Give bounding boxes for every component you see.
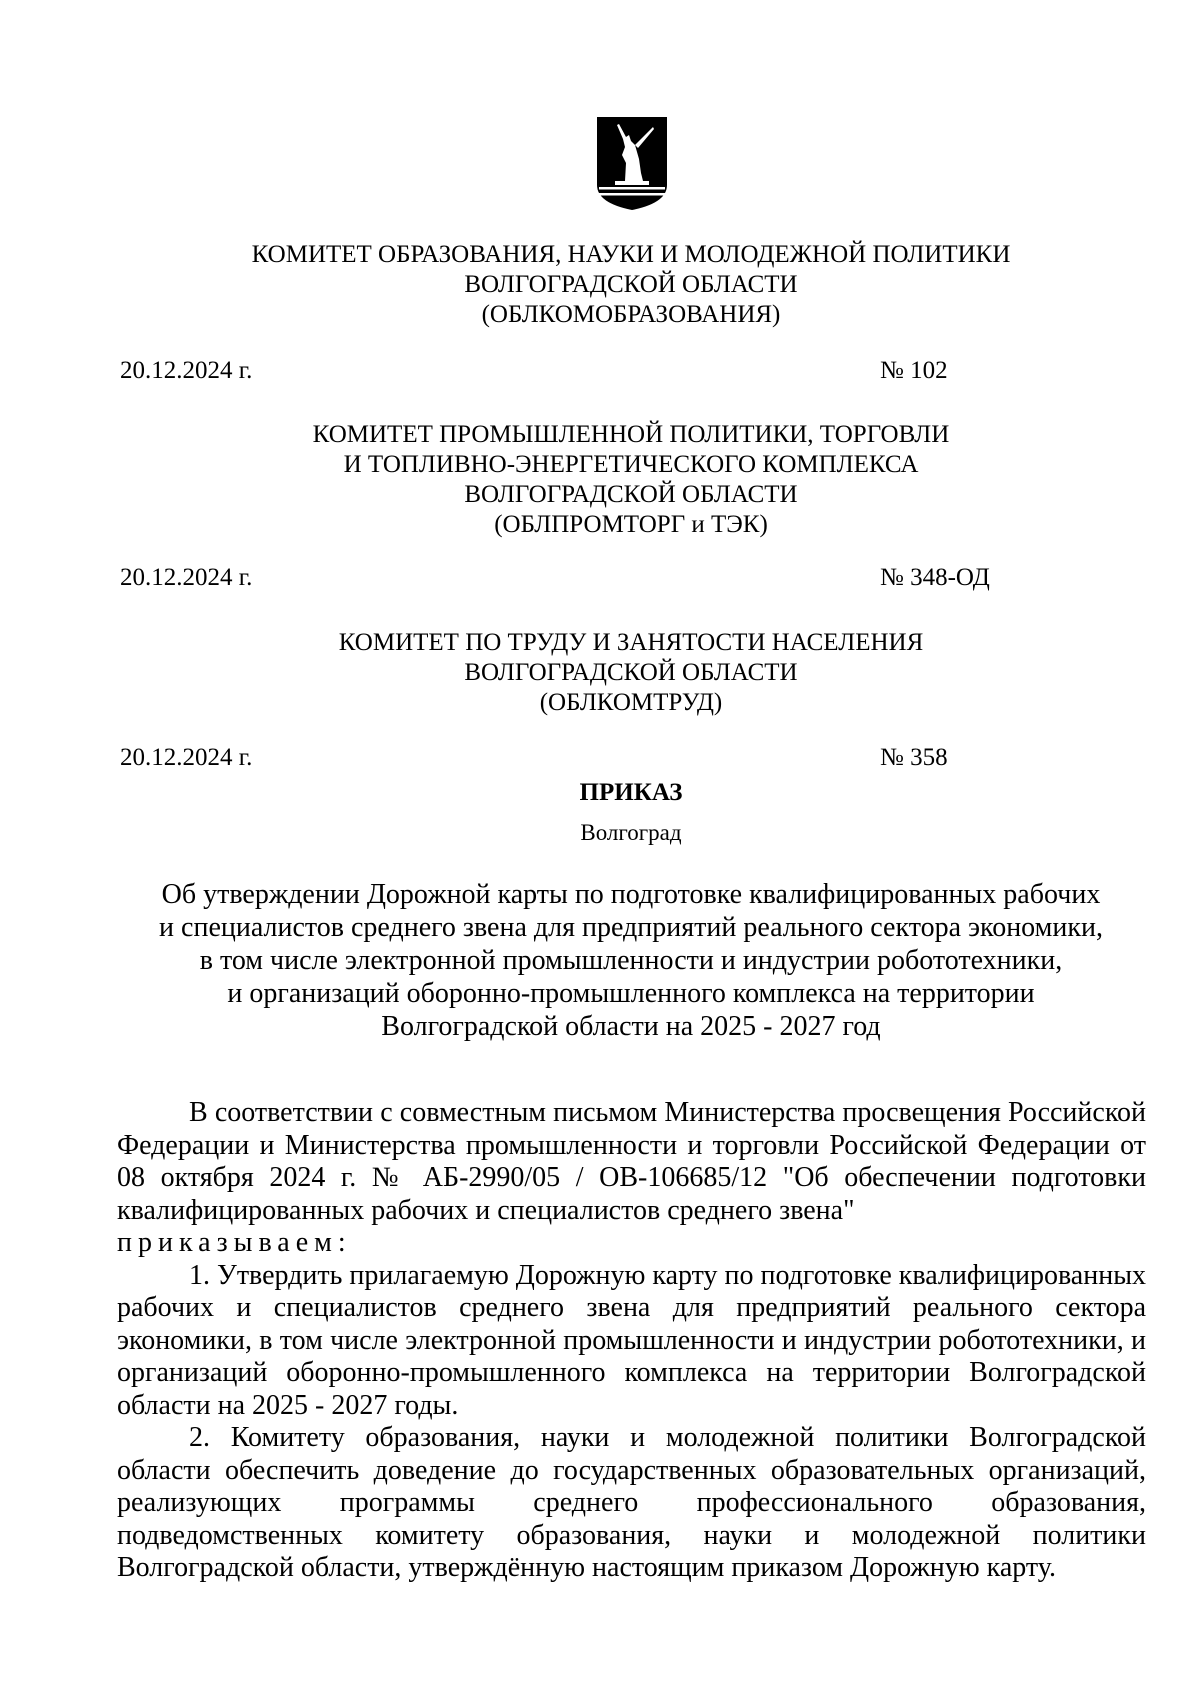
- order-date: 20.12.2024 г.: [120, 564, 253, 591]
- order-item-2: 2. Комитету образования, науки и молодежной политики Волгоградской области обеспечить доведение до государственных образовательных организаций, реализующих программы среднего профессионального образования, подведомственных комитету образования, науки и молодежной политики Волгоградской области, утверждённую настоящим приказом Дорожную карту.: [117, 1422, 1146, 1583]
- subject-line: и организаций оборонно-промышленного комплекса на территории: [227, 978, 1035, 1009]
- order-number: № 348-ОД: [880, 564, 990, 591]
- order-directive: приказываем:: [117, 1227, 352, 1258]
- org-line: КОМИТЕТ ПРОМЫШЛЕННОЙ ПОЛИТИКИ, ТОРГОВЛИ: [312, 421, 950, 448]
- subject-line: в том числе электронной промышленности и индустрии робототехники,: [199, 945, 1063, 976]
- issuer-organization-1: [0, 240, 1200, 330]
- org-line: (ОБЛКОМОБРАЗОВАНИЯ): [481, 301, 781, 328]
- preamble-paragraph: В соответствии с совместным письмом Министерства просвещения Российской Федерации и Министерства промышленности и торговли Российской Федерации от 08 октября 2024 г. № АБ-2990/05 / ОВ-106685/12 "Об обеспечении подготовки квалифицированных рабочих и специалистов среднего звена": [117, 1097, 1146, 1226]
- order-subject: [120, 878, 1142, 1043]
- subject-line: Волгоградской области на 2025 - 2027 год: [381, 1011, 881, 1042]
- issuer-organization-3: [0, 628, 1200, 718]
- order-title: ПРИКАЗ: [579, 779, 683, 806]
- subject-line: и специалистов среднего звена для предприятий реального сектора экономики,: [159, 912, 1103, 943]
- order-body: [117, 1097, 1146, 1585]
- order-number: № 358: [880, 744, 948, 771]
- order-date: 20.12.2024 г.: [120, 357, 253, 384]
- org-line: ВОЛГОГРАДСКОЙ ОБЛАСТИ: [464, 481, 798, 508]
- subject-line: Об утверждении Дорожной карты по подготовке квалифицированных рабочих: [161, 879, 1101, 910]
- order-item-1: 1. Утвердить прилагаемую Дорожную карту по подготовке квалифицированных рабочих и специалистов среднего звена для предприятий реального сектора экономики, в том числе электронной промышленности и индустрии робототехники, и организаций оборонно-промышленного комплекса на территории Волгоградской области на 2025 - 2027 годы.: [117, 1259, 1147, 1421]
- org-line: (ОБЛПРОМТОРГ и ТЭК): [494, 511, 768, 538]
- issuer-organization-2: [0, 420, 1200, 540]
- org-line: КОМИТЕТ ПО ТРУДУ И ЗАНЯТОСТИ НАСЕЛЕНИЯ: [338, 629, 924, 656]
- org-line: ВОЛГОГРАДСКОЙ ОБЛАСТИ: [464, 659, 798, 686]
- order-city: Волгоград: [580, 820, 682, 845]
- org-line: (ОБЛКОМТРУД): [539, 689, 723, 716]
- order-date: 20.12.2024 г.: [120, 744, 253, 771]
- order-number: № 102: [880, 357, 948, 384]
- org-line: ВОЛГОГРАДСКОЙ ОБЛАСТИ: [464, 271, 798, 298]
- volgograd-coat-of-arms-icon: [595, 115, 669, 211]
- org-line: КОМИТЕТ ОБРАЗОВАНИЯ, НАУКИ И МОЛОДЕЖНОЙ ПОЛИТИКИ: [251, 241, 1011, 268]
- org-line: И ТОПЛИВНО-ЭНЕРГЕТИЧЕСКОГО КОМПЛЕКСА: [343, 451, 919, 478]
